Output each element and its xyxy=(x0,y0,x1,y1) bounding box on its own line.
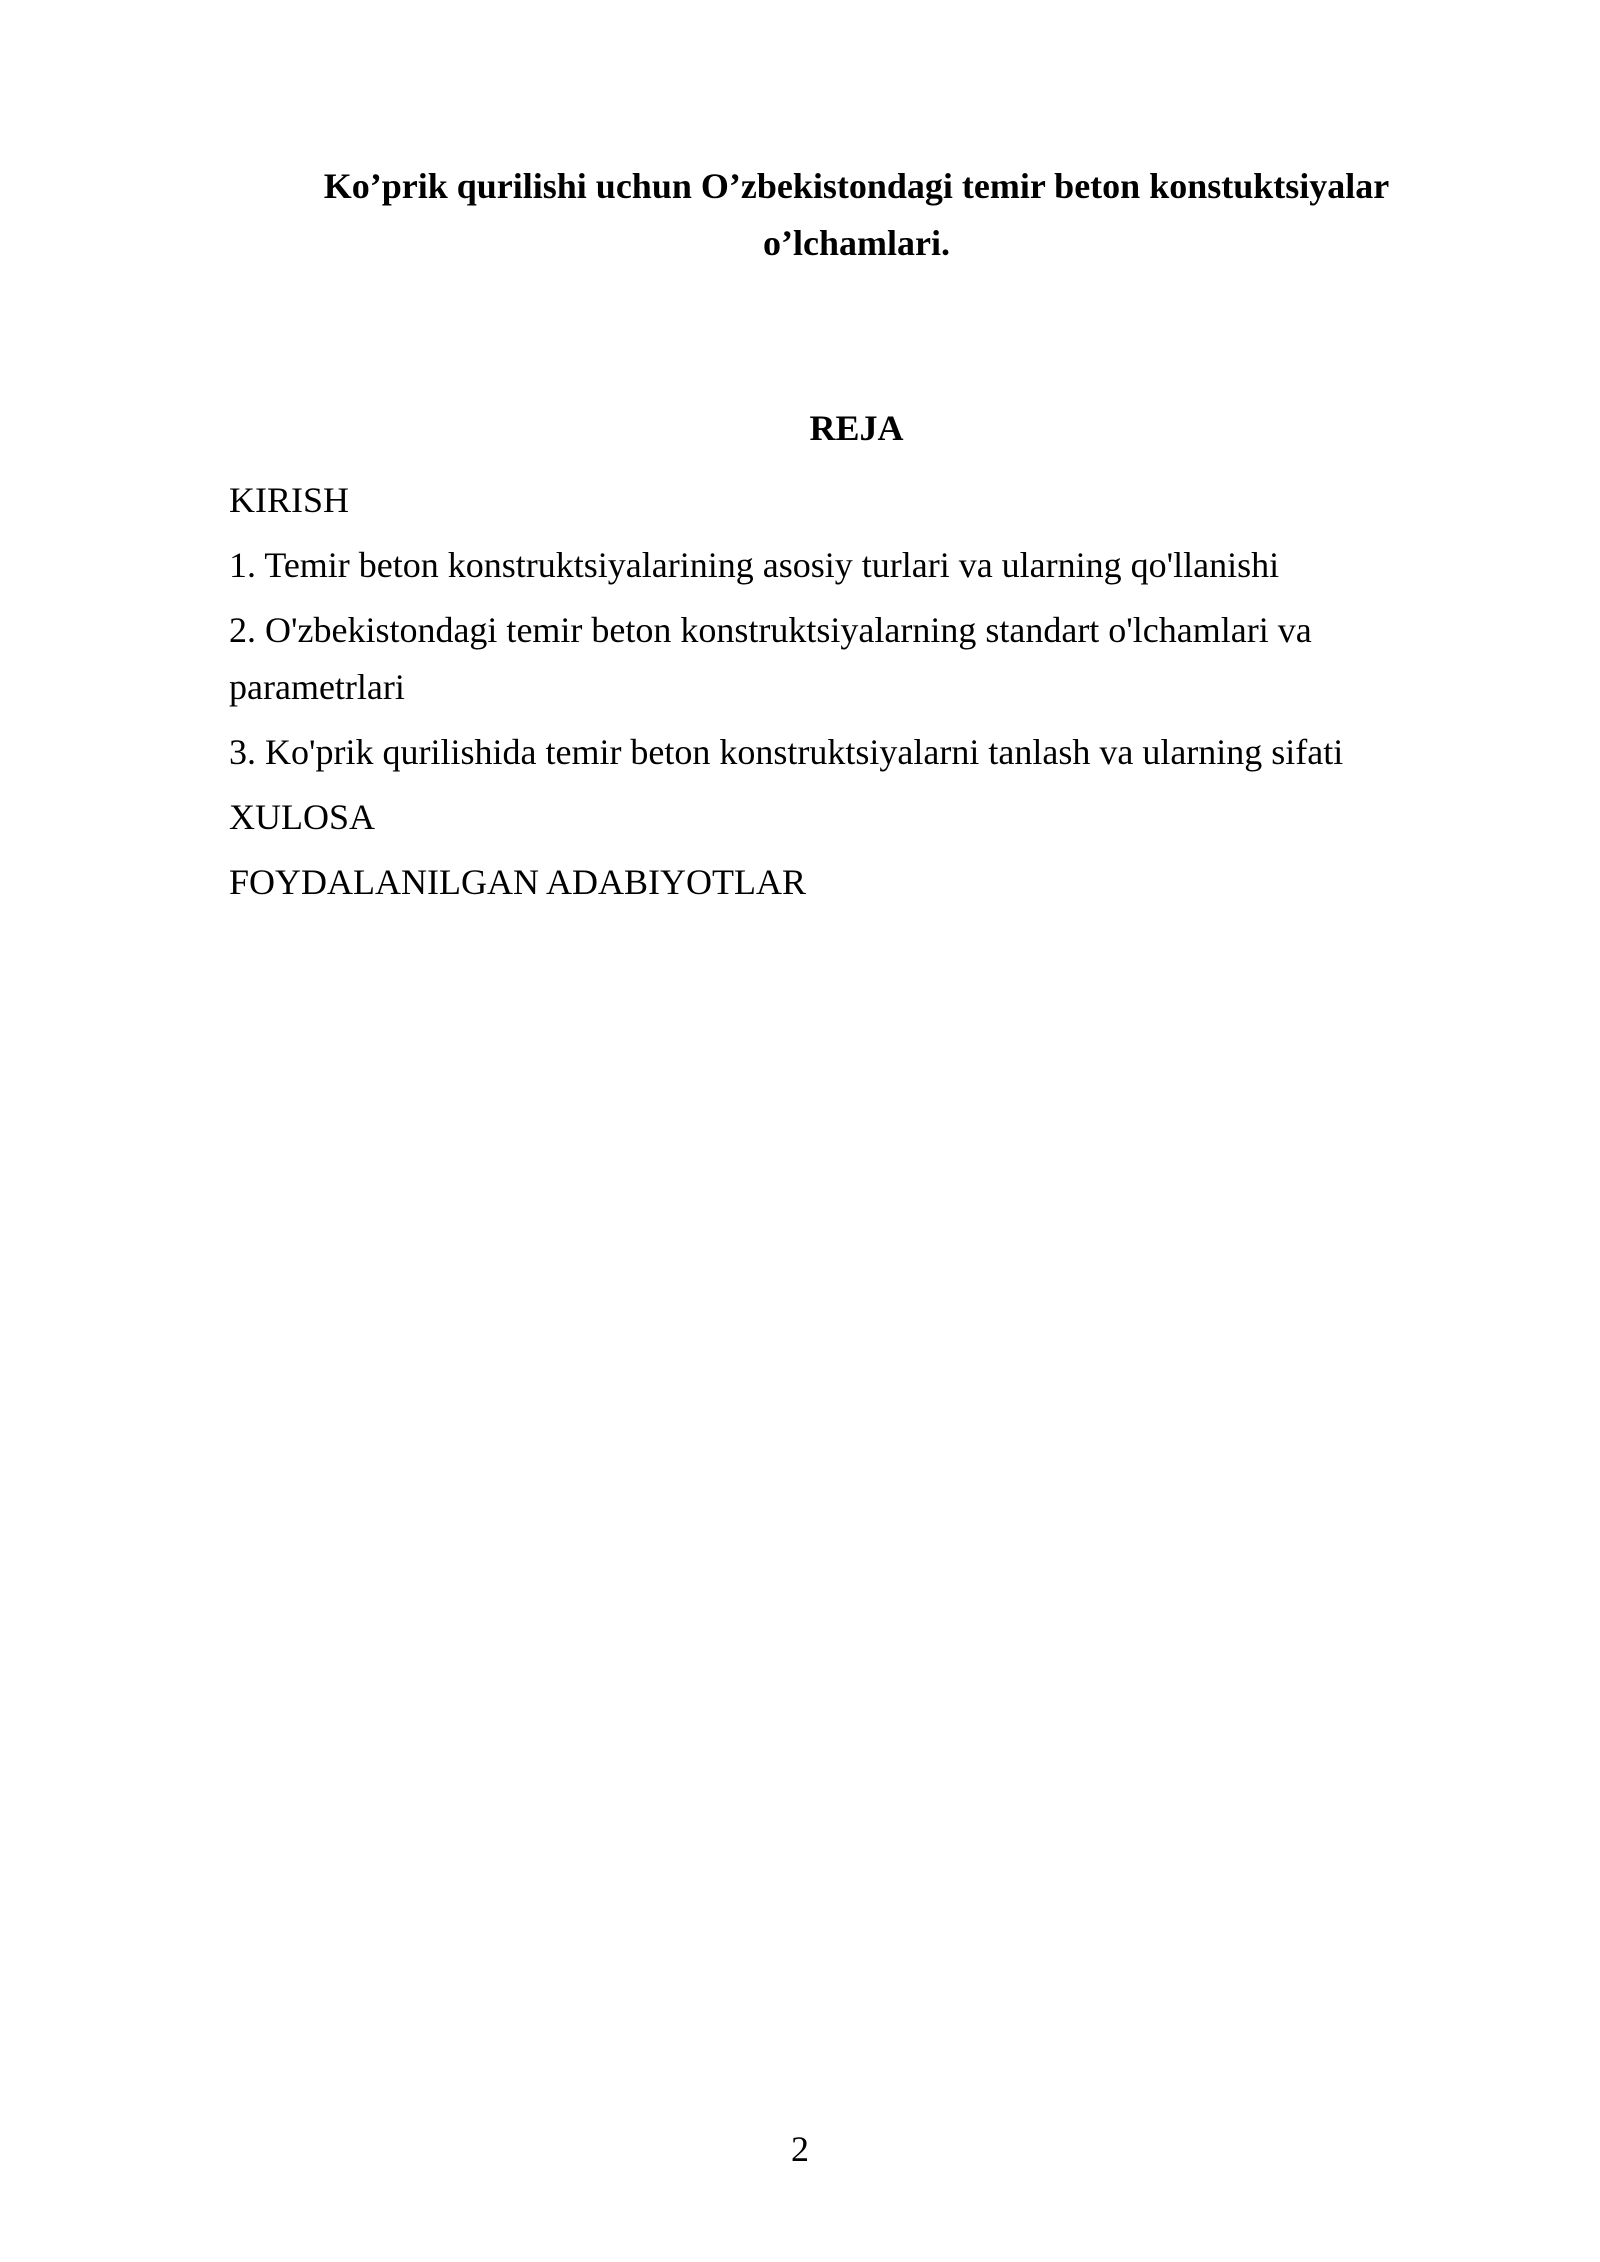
page-number: 2 xyxy=(791,2129,809,2169)
document-title-line-2: o’lchamlari. xyxy=(763,223,950,263)
plan-item-references: FOYDALANILGAN ADABIYOTLAR xyxy=(229,862,806,902)
plan-item-conclusion: XULOSA xyxy=(229,797,376,837)
document-title-line-1: Ko’prik qurilishi uchun O’zbekistondagi temir beton konstuktsiyalar xyxy=(323,166,1390,206)
plan-item-3: 3. Ko'prik qurilishida temir beton konstruktsiyalarni tanlash va ularning sifati xyxy=(229,732,1344,772)
plan-item-2: 2. O'zbekistondagi temir beton konstruktsiyalarning standart o'lchamlari va parametrlari xyxy=(229,610,1312,707)
plan-heading: REJA xyxy=(809,408,904,448)
plan-item-introduction: KIRISH xyxy=(229,480,350,520)
plan-item-1: 1. Temir beton konstruktsiyalarining asosiy turlari va ularning qo'llanishi xyxy=(229,545,1280,585)
document-title xyxy=(229,158,1484,272)
plan-list xyxy=(229,472,1484,919)
